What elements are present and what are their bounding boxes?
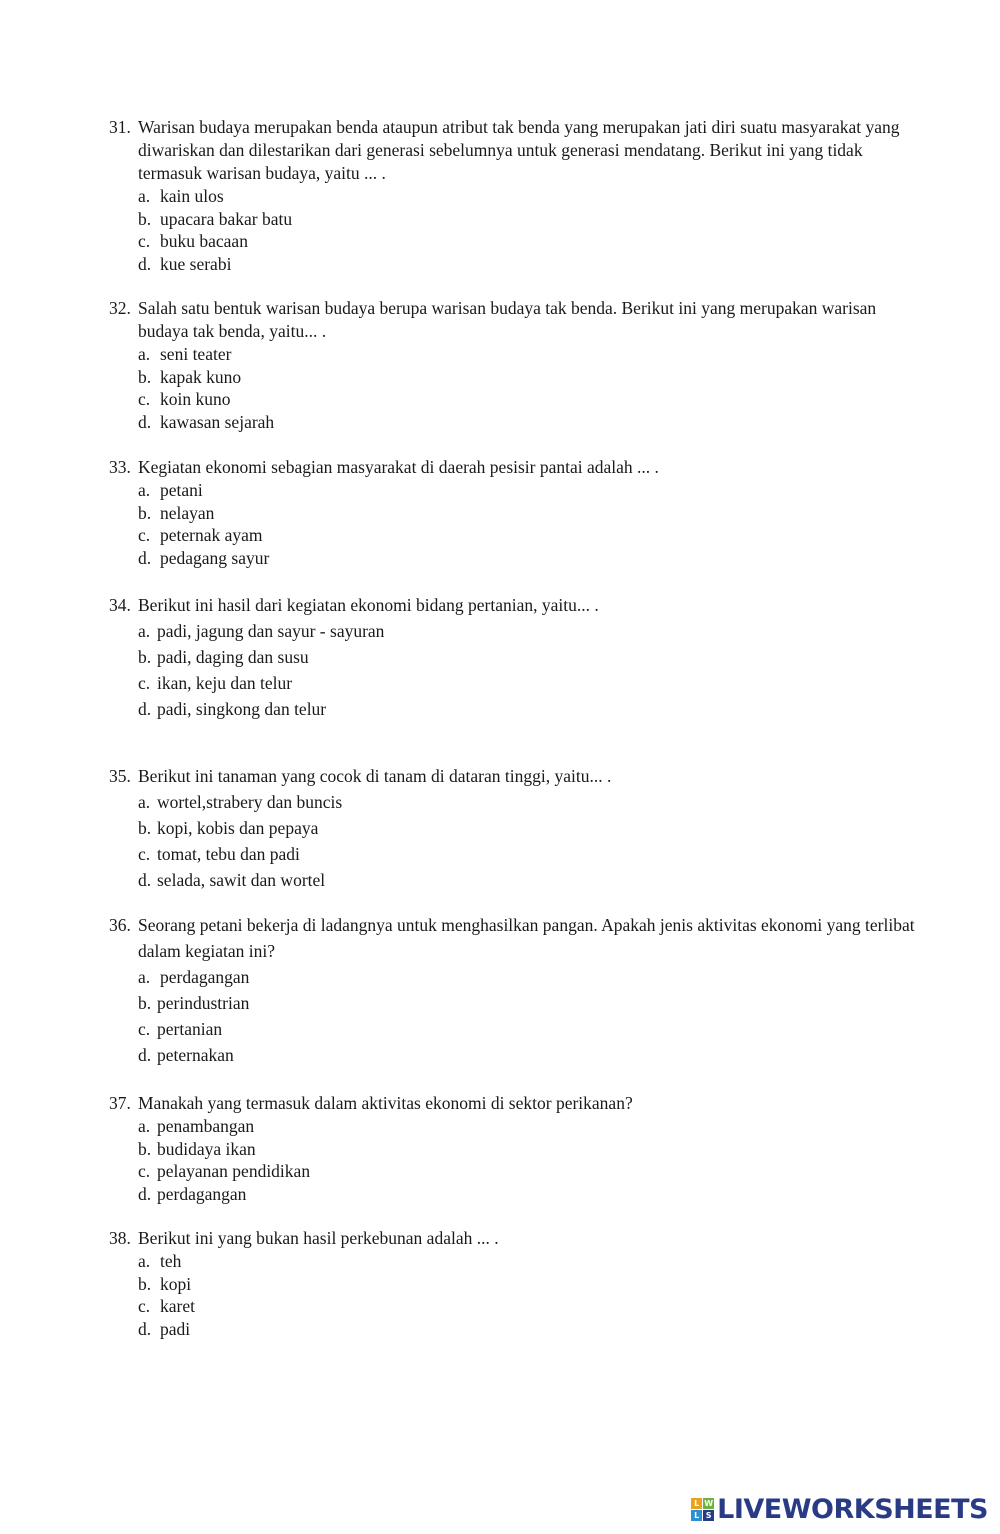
option-b[interactable]: b. kopi: [138, 1273, 192, 1294]
logo-cell: W: [704, 1498, 714, 1508]
question-number: 34.: [109, 595, 131, 615]
question-35: [109, 763, 929, 893]
option-c[interactable]: c. pelayanan pendidikan: [138, 1161, 311, 1182]
option-b[interactable]: b. budidaya ikan: [138, 1138, 256, 1159]
option-b[interactable]: b. perindustrian: [138, 993, 250, 1013]
options-list: [138, 1250, 929, 1341]
question-stem: [109, 1227, 929, 1250]
option-c[interactable]: c. ikan, keju dan telur: [138, 673, 293, 693]
option-d[interactable]: d. padi: [138, 1319, 191, 1340]
option-d[interactable]: d. selada, sawit dan wortel: [138, 870, 326, 890]
question-31: [109, 116, 929, 276]
options-list: [138, 618, 929, 722]
question-stem: [109, 297, 929, 343]
question-number: 32.: [109, 298, 131, 318]
option-d[interactable]: d. pedagang sayur: [138, 548, 270, 569]
question-text: Kegiatan ekonomi sebagian masyarakat di daerah pesisir pantai adalah ... .: [138, 457, 659, 477]
option-d[interactable]: d. kawasan sejarah: [138, 412, 275, 433]
liveworksheets-logo-icon: [691, 1498, 714, 1521]
option-b[interactable]: b. nelayan: [138, 502, 215, 523]
option-a[interactable]: a. kain ulos: [138, 186, 224, 206]
question-34: [109, 592, 929, 722]
question-36: [109, 912, 929, 1068]
question-32: [109, 297, 929, 434]
option-a[interactable]: a. petani: [138, 480, 203, 500]
option-a[interactable]: a. teh: [138, 1251, 182, 1271]
options-list: [138, 185, 929, 276]
question-stem: [109, 763, 929, 789]
brand-text: LIVEWORKSHEETS: [717, 1494, 988, 1525]
options-list: [138, 789, 929, 893]
option-c[interactable]: c. buku bacaan: [138, 231, 248, 252]
option-a[interactable]: a. perdagangan: [138, 967, 250, 987]
option-a[interactable]: a. seni teater: [138, 344, 232, 364]
question-text: Salah satu bentuk warisan budaya berupa warisan budaya tak benda. Berikut ini yang merupakan warisan budaya tak benda, yaitu... .: [138, 298, 877, 341]
option-a[interactable]: a. padi, jagung dan sayur - sayuran: [138, 621, 385, 641]
question-number: 33.: [109, 457, 131, 477]
question-number: 36.: [109, 915, 131, 935]
question-number: 35.: [109, 766, 131, 786]
logo-cell: L: [691, 1510, 702, 1521]
option-c[interactable]: c. koin kuno: [138, 389, 231, 410]
question-stem: [109, 912, 929, 964]
option-d[interactable]: d. kue serabi: [138, 254, 232, 275]
question-number: 31.: [109, 117, 131, 137]
option-d[interactable]: d. peternakan: [138, 1045, 234, 1065]
option-b[interactable]: b. kapak kuno: [138, 366, 242, 387]
option-d[interactable]: d. padi, singkong dan telur: [138, 699, 327, 719]
question-stem: [109, 592, 929, 618]
options-list: [138, 479, 929, 570]
question-text: Warisan budaya merupakan benda ataupun atribut tak benda yang merupakan jati diri suatu masyarakat yang diwariskan dan dilestarikan dari generasi sebelumnya untuk generasi mendatang. Berikut ini yang tidak termasuk warisan budaya, yaitu ... .: [138, 117, 900, 183]
option-b[interactable]: b. padi, daging dan susu: [138, 647, 309, 667]
question-stem: [109, 1092, 929, 1115]
option-c[interactable]: c. peternak ayam: [138, 525, 263, 546]
options-list: [138, 343, 929, 434]
question-37: [109, 1092, 929, 1206]
option-b[interactable]: b. upacara bakar batu: [138, 208, 293, 229]
option-a[interactable]: a. wortel,strabery dan buncis: [138, 792, 343, 812]
question-text: Seorang petani bekerja di ladangnya untuk menghasilkan pangan. Apakah jenis aktivitas ekonomi yang terlibat dalam kegiatan ini?: [138, 915, 915, 961]
question-stem: [109, 116, 929, 185]
option-a[interactable]: a. penambangan: [138, 1116, 255, 1136]
question-number: 38.: [109, 1228, 131, 1248]
option-c[interactable]: c. pertanian: [138, 1019, 223, 1039]
question-text: Berikut ini yang bukan hasil perkebunan adalah ... .: [138, 1228, 499, 1248]
logo-cell: L: [691, 1498, 702, 1509]
question-38: [109, 1227, 929, 1341]
option-c[interactable]: c. tomat, tebu dan padi: [138, 844, 300, 864]
logo-cell: S: [703, 1510, 714, 1521]
question-number: 37.: [109, 1093, 131, 1113]
question-text: Manakah yang termasuk dalam aktivitas ekonomi di sektor perikanan?: [138, 1093, 633, 1113]
question-text: Berikut ini tanaman yang cocok di tanam di dataran tinggi, yaitu... .: [138, 766, 612, 786]
option-d[interactable]: d. perdagangan: [138, 1184, 247, 1205]
options-list: [138, 964, 929, 1068]
option-c[interactable]: c. karet: [138, 1296, 195, 1317]
question-33: [109, 456, 929, 570]
question-text: Berikut ini hasil dari kegiatan ekonomi bidang pertanian, yaitu... .: [138, 595, 599, 615]
question-stem: [109, 456, 929, 479]
liveworksheets-brand: [691, 1494, 988, 1525]
option-b[interactable]: b. kopi, kobis dan pepaya: [138, 818, 319, 838]
options-list: [138, 1115, 929, 1206]
